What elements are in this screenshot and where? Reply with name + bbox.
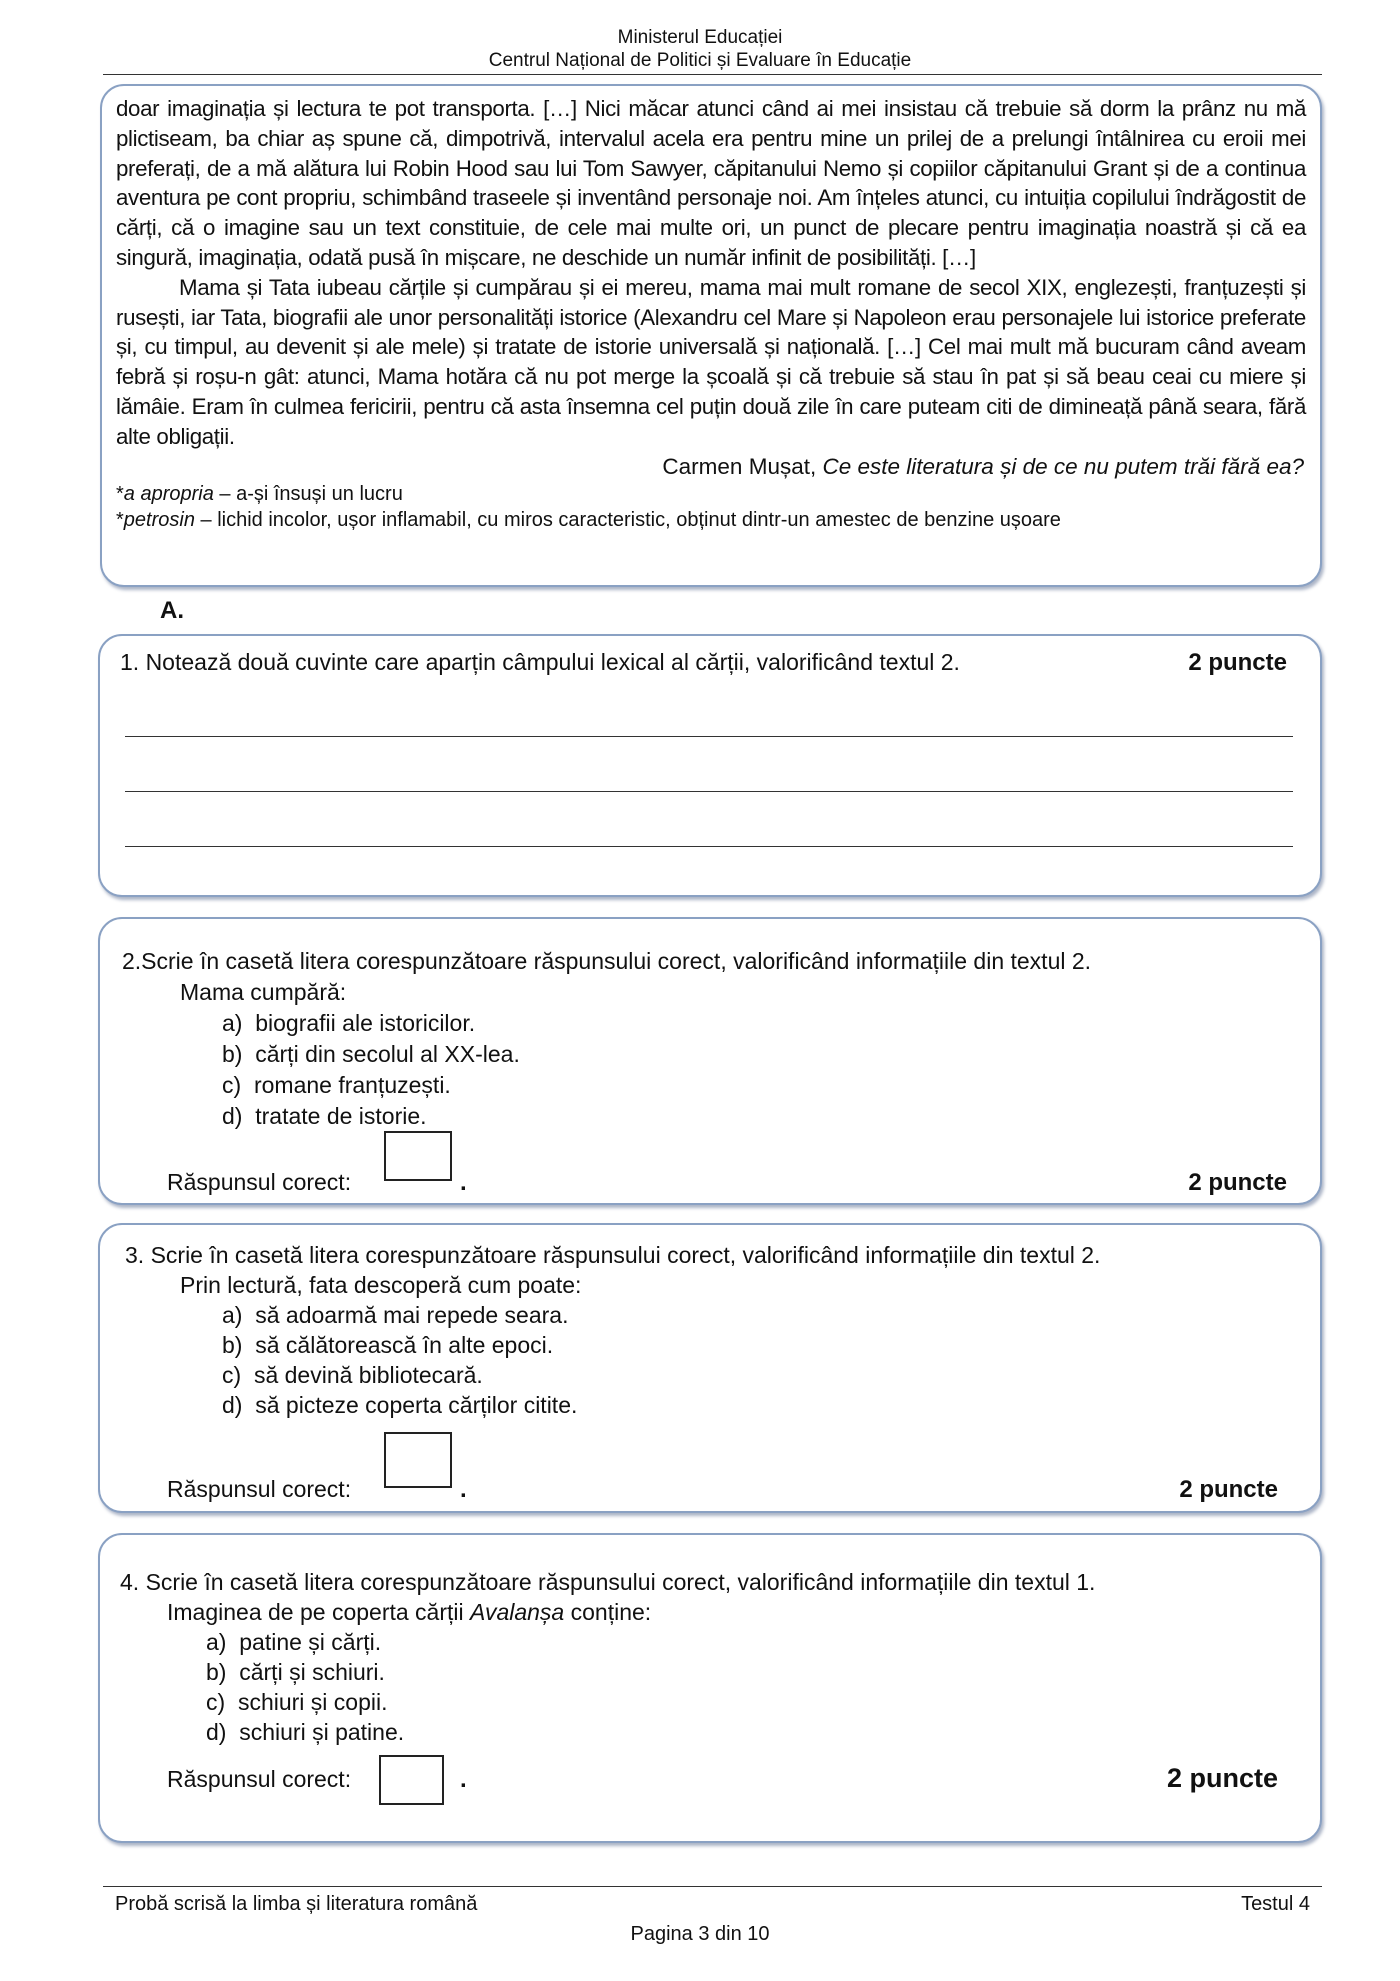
option-letter: b) [222, 1332, 243, 1358]
option-text: schiuri și copii. [237, 1689, 388, 1715]
option-b [206, 1659, 385, 1686]
header-divider [103, 74, 1322, 75]
option-text: să picteze coperta cărților citite. [255, 1392, 578, 1418]
option-letter: d) [222, 1392, 243, 1418]
option-text: biografii ale istoricilor. [255, 1010, 476, 1036]
option-c [222, 1072, 451, 1099]
question-2-text: 2.Scrie în casetă litera corespunzătoare răspunsului corect, valorificând informațiile din textul 2. [122, 948, 1092, 974]
section-label: A. [160, 597, 184, 624]
question-4-stem: Imaginea de pe coperta cărții Avalanșa conține: [167, 1599, 652, 1625]
question-3-box [98, 1223, 1322, 1513]
answer-label: Răspunsul corect: [167, 1169, 352, 1195]
option-letter: a) [206, 1629, 227, 1655]
answer-label: Răspunsul corect: [167, 1766, 352, 1792]
source-author: Carmen Mușat, [662, 453, 823, 479]
option-b [222, 1332, 553, 1359]
question-1-text: 1. Notează două cuvinte care aparțin câmpului lexical al cărții, valorificând textul 2. [120, 649, 960, 675]
question-1-points: 2 puncte [1188, 649, 1287, 676]
option-letter: c) [222, 1362, 242, 1388]
answer-dot: . [460, 1169, 467, 1196]
answer-box[interactable] [384, 1131, 452, 1181]
passage-source [116, 452, 1306, 481]
option-letter: d) [222, 1103, 243, 1129]
header-ministry: Ministerul Educației [617, 27, 783, 48]
option-letter: c) [206, 1689, 226, 1715]
option-text: să adoarmă mai repede seara. [255, 1302, 569, 1328]
answer-dot: . [460, 1766, 467, 1793]
glossary-definition: – a-și însuși un lucru [213, 482, 403, 505]
book-title: Avalanșa [470, 1599, 565, 1625]
source-title: Ce este literatura și de ce nu putem trăi fără ea? [822, 453, 1304, 479]
option-b [222, 1041, 520, 1068]
option-letter: a) [222, 1302, 243, 1328]
answer-box[interactable] [379, 1755, 444, 1805]
option-d [222, 1103, 427, 1130]
question-3-stem: Prin lectură, fata descoperă cum poate: [180, 1272, 582, 1298]
glossary-note-1: *a apropria – a-și însuși un lucru [116, 482, 403, 505]
option-text: patine și cărți. [239, 1629, 382, 1655]
option-a [222, 1010, 475, 1037]
answer-label: Răspunsul corect: [167, 1476, 352, 1502]
glossary-term: petrosin [123, 508, 195, 531]
question-4-box [98, 1533, 1322, 1843]
glossary-term: a apropria [123, 482, 214, 505]
footer-exam-title: Probă scrisă la limba și literatura română [115, 1893, 478, 1915]
option-d [222, 1392, 577, 1419]
question-2-box [98, 917, 1322, 1205]
option-letter: d) [206, 1719, 227, 1745]
question-4-points: 2 puncte [1166, 1763, 1278, 1793]
option-d [206, 1719, 404, 1746]
option-letter: c) [222, 1072, 242, 1098]
answer-line-1[interactable] [125, 736, 1293, 737]
answer-line-3[interactable] [125, 846, 1293, 847]
option-letter: b) [222, 1041, 243, 1067]
passage-paragraph-1: doar imaginația și lectura te pot transporta. […] Nici măcar atunci când ai mei insistau că trebuie să dorm la prânz nu mă plictiseam, ba chiar aș spune că, dimpotrivă, intervalul acela era pentru mine un prilej de a prelungi întâlnirea cu eroii mei preferați, de a mă alătura lui Robin Hood sau lui Tom Sawyer, căpitanului Nemo și copiilor căpitanului Grant și de a continua aventura pe cont propriu, schimbând traseele și inventând personaje noi. Am înțeles atunci, cu intuiția copilului îndrăgostit de cărți, că o imagine sau un text constituie, de cele mai multe ori, un punct de plecare pentru imaginația noastră și că ea singură, imaginația, odată pusă în mișcare, ne deschide un număr infinit de posibilități. […] [116, 96, 1306, 270]
option-text: să devină bibliotecară. [253, 1362, 483, 1388]
passage-paragraph-2: Mama și Tata iubeau cărțile și cumpărau și ei mereu, mama mai mult romane de secol XIX, englezești, franțuzești și rusești, iar Tata, biografii ale unor personalități istorice (Alexandru cel Mare și Napoleon erau personajele lui istorice preferate și, cu timpul, au devenit și ale mele) și tratate de istorie universală și națională. […] Cel mai mult mă bucuram când aveam febră și roșu-n gât: atunci, Mama hotăra că nu pot merge la școală și că trebuie să stau în pat și să beau ceai cu miere și lămâie. Eram în culmea fericirii, pentru că asta însemna cel puțin două zile în care puteam citi de dimineață până seara, fără alte obligații. [116, 274, 1306, 449]
page-header [100, 26, 1300, 72]
option-text: cărți și schiuri. [239, 1659, 385, 1685]
question-1-box [98, 634, 1322, 897]
footer-test-number: Testul 4 [1241, 1893, 1310, 1915]
answer-box[interactable] [384, 1432, 452, 1488]
option-c [206, 1689, 388, 1716]
passage-text [116, 94, 1306, 452]
footer-divider [103, 1886, 1322, 1887]
answer-line-2[interactable] [125, 791, 1293, 792]
question-4-text: 4. Scrie în casetă litera corespunzătoare răspunsului corect, valorificând informațiile din textul 1. [120, 1569, 1096, 1595]
answer-dot: . [460, 1476, 467, 1503]
option-text: romane franțuzești. [253, 1072, 451, 1098]
option-text: tratate de istorie. [255, 1103, 427, 1129]
text-passage-box [100, 84, 1322, 587]
option-text: cărți din secolul al XX-lea. [255, 1041, 520, 1067]
question-3-text: 3. Scrie în casetă litera corespunzătoare răspunsului corect, valorificând informațiile din textul 2. [125, 1242, 1101, 1268]
glossary-note-2: *petrosin – lichid incolor, ușor inflamabil, cu miros caracteristic, obținut dintr-un amestec de benzine ușoare [116, 508, 1061, 531]
question-2-points: 2 puncte [1188, 1169, 1287, 1196]
option-letter: b) [206, 1659, 227, 1685]
question-2-stem: Mama cumpără: [180, 979, 347, 1005]
option-c [222, 1362, 483, 1389]
option-a [222, 1302, 568, 1329]
question-3-points: 2 puncte [1179, 1476, 1278, 1503]
option-letter: a) [222, 1010, 243, 1036]
page-number: Pagina 3 din 10 [630, 1923, 770, 1945]
option-text: schiuri și patine. [239, 1719, 405, 1745]
glossary-definition: – lichid incolor, ușor inflamabil, cu miros caracteristic, obținut dintr-un amestec de benzine ușoare [194, 508, 1061, 531]
header-center: Centrul Național de Politici și Evaluare în Educație [488, 50, 912, 71]
option-a [206, 1629, 381, 1656]
option-text: să călătorească în alte epoci. [255, 1332, 554, 1358]
